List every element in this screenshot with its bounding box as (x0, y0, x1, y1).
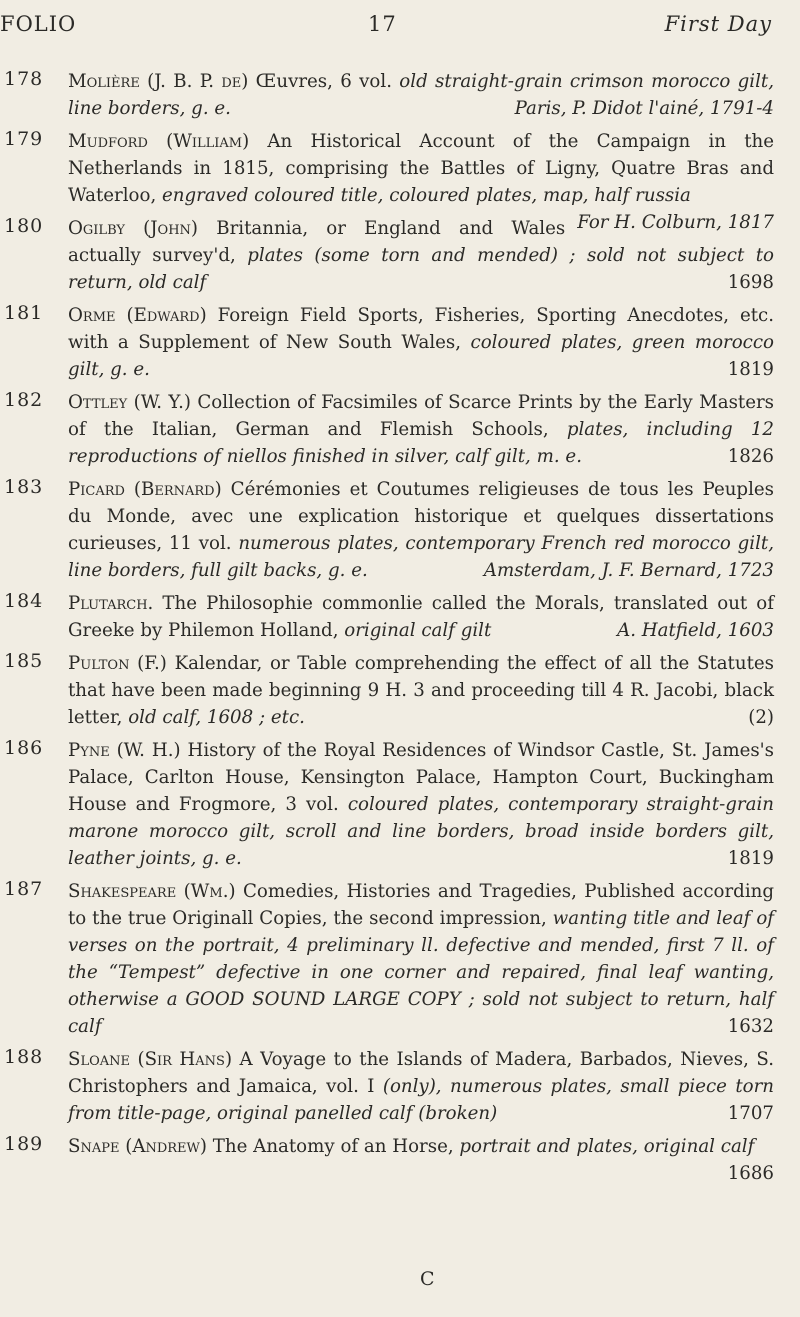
lot-number: 182 (4, 389, 44, 411)
lot-entry (0, 302, 800, 383)
signature-mark: C (420, 1268, 435, 1290)
lot-title: Œuvres, 6 vol. (248, 71, 400, 92)
lot-imprint: 1819 (727, 359, 774, 380)
lot-entry (0, 476, 800, 584)
lot-binding: old straight-grain crimson morocco gilt, line borders, g. e. (68, 71, 774, 119)
lot-imprint: 1698 (727, 272, 774, 293)
lot-description (68, 389, 774, 470)
lot-binding: numerous plates, contemporary French red morocco gilt, line borders, full gilt backs, g. e. (68, 533, 774, 581)
lot-binding: plates (some torn and mended) ; sold not subject to return, old calf (68, 245, 774, 293)
lot-number: 183 (4, 476, 44, 498)
lot-number: 187 (4, 878, 44, 900)
lot-binding: original calf gilt (344, 620, 492, 641)
lot-number: 184 (4, 590, 44, 612)
lot-binding: coloured plates, green morocco gilt, g. e. (68, 332, 774, 380)
lot-entry (0, 1046, 800, 1127)
folio-label: FOLIO (0, 12, 77, 36)
lot-author: Mudford (William) (68, 131, 250, 152)
lot-number: 189 (4, 1133, 44, 1155)
lot-author: Ottley (W. Y.) (68, 392, 191, 413)
lot-author: Picard (Bernard) (68, 479, 222, 500)
lot-title: Foreign Field Sports, Fisheries, Sporting Anecdotes, etc. with a Supplement of New South Wales, (68, 305, 774, 353)
lot-entry (0, 389, 800, 470)
lot-binding: old calf, 1608 ; etc. (128, 707, 305, 728)
lot-description (68, 737, 774, 872)
lot-imprint: 1632 (727, 1016, 774, 1037)
lot-author: Plutarch. (68, 593, 154, 614)
lot-title: Cérémonies et Coutumes religieuses de tous les Peuples du Monde, avec une explication historique et quelques dissertations curieuses, 11 vol. (68, 479, 774, 554)
lot-description (68, 590, 774, 644)
lot-description (68, 878, 774, 1040)
lot-author: Shakespeare (Wm.) (68, 881, 236, 902)
lot-binding: coloured plates, contemporary straight-grain marone morocco gilt, scroll and line borders, broad inside borders gilt, leather joints, g. e. (68, 794, 774, 869)
lot-author: Pulton (F.) (68, 653, 167, 674)
lot-author: Orme (Edward) (68, 305, 207, 326)
lot-number: 188 (4, 1046, 44, 1068)
lot-description (68, 68, 774, 122)
lot-imprint: (2) (748, 707, 774, 728)
lot-imprint: 1826 (727, 446, 774, 467)
lot-imprint: 1707 (727, 1103, 774, 1124)
lot-binding: wanting title and leaf of verses on the portrait, 4 preliminary ll. defective and mended, first 7 ll. of the “Tempest” defective in one corner and repaired, final leaf wanting, otherwise a GOOD SOUND LARGE COPY ; sold not subject to return, half calf (68, 908, 775, 1037)
page-number: 17 (368, 12, 397, 36)
lot-number: 180 (4, 215, 44, 237)
lot-title: History of the Royal Residences of Windsor Castle, St. James's Palace, Carlton House, Kensington Palace, Hampton Court, Buckingham House and Frogmore, 3 vol. (68, 740, 775, 815)
lot-author: Molière (J. B. P. de) (68, 71, 249, 92)
lot-binding: engraved coloured title, coloured plates, map, half russia (162, 185, 691, 206)
lot-description (68, 476, 774, 584)
lot-title: Britannia, or England and Wales actually survey'd, (68, 218, 566, 266)
lot-title: The Philosophie commonlie called the Morals, translated out of Greeke by Philemon Holland, (68, 593, 774, 641)
lot-title: The Anatomy of an Horse, (207, 1136, 460, 1157)
lot-number: 179 (4, 128, 44, 150)
lot-number: 181 (4, 302, 44, 324)
lot-description (68, 302, 774, 383)
page-header (0, 12, 800, 42)
lot-author: Ogilby (John) (68, 218, 199, 239)
lot-list (0, 68, 800, 1187)
lot-author: Snape (Andrew) (68, 1136, 208, 1157)
lot-entry (0, 878, 800, 1040)
lot-entry (0, 68, 800, 122)
lot-imprint: 1686 (727, 1163, 774, 1184)
lot-imprint: Amsterdam, J. F. Bernard, 1723 (483, 560, 774, 581)
lot-binding: plates, including 12 reproductions of niellos finished in silver, calf gilt, m. e. (68, 419, 774, 467)
lot-description (68, 1046, 774, 1127)
lot-author: Pyne (W. H.) (68, 740, 181, 761)
lot-entry (0, 737, 800, 872)
lot-entry (0, 1133, 800, 1184)
lot-number: 185 (4, 650, 44, 672)
lot-entry (0, 215, 800, 296)
lot-description (68, 1133, 774, 1184)
lot-title: Collection of Facsimiles of Scarce Prints by the Early Masters of the Italian, German and Flemish Schools, (68, 392, 775, 440)
lot-imprint: A. Hatfield, 1603 (617, 620, 774, 641)
lot-title: Kalendar, or Table comprehending the effect of all the Statutes that have been made beginning 9 H. 3 and proceeding till 4 R. Jacobi, black letter, (68, 653, 774, 728)
lot-imprint: For H. Colburn, 1817 (577, 212, 774, 233)
sale-day: First Day (664, 12, 772, 36)
lot-imprint: 1819 (727, 848, 774, 869)
lot-imprint: Paris, P. Didot l'ainé, 1791-4 (514, 98, 774, 119)
lot-binding: portrait and plates, original calf (459, 1136, 755, 1157)
lot-number: 186 (4, 737, 44, 759)
lot-entry (0, 590, 800, 644)
lot-description (68, 215, 774, 296)
lot-title: An Historical Account of the Campaign in the Netherlands in 1815, comprising the Battles of Ligny, Quatre Bras and Waterloo, (68, 131, 774, 206)
lot-description (68, 650, 774, 731)
lot-author: Sloane (Sir Hans) (68, 1049, 233, 1070)
lot-entry (0, 650, 800, 731)
lot-title: Comedies, Histories and Tragedies, Published according to the true Originall Copies, the second impression, (68, 881, 774, 929)
lot-number: 178 (4, 68, 44, 90)
lot-title: A Voyage to the Islands of Madera, Barbados, Nieves, S. Christophers and Jamaica, vol. I (68, 1049, 774, 1097)
lot-binding: (only), numerous plates, small piece torn from title-page, original panelled calf (broken) (68, 1076, 774, 1124)
